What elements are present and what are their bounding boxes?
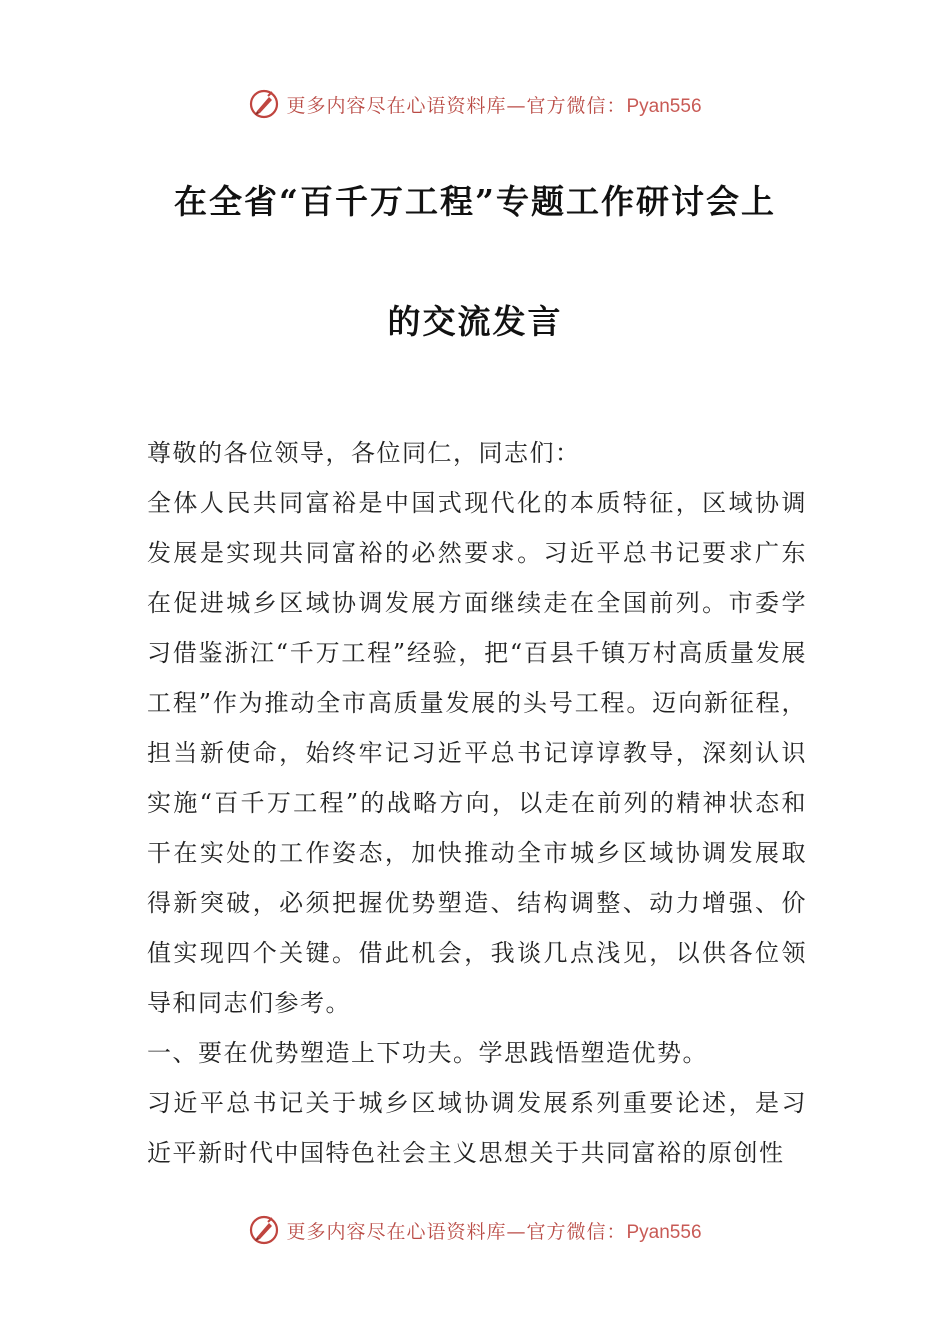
pen-logo-icon (248, 88, 280, 120)
document-body (147, 428, 807, 1178)
paragraph: 全体人民共同富裕是中国式现代化的本质特征，区域协调发展是实现共同富裕的必然要求。习近平总书记要求广东在促进城乡区域协调发展方面继续走在全国前列。市委学习借鉴浙江“千万工程”经验，把“百县千镇万村高质量发展工程”作为推动全市高质量发展的头号工程。迈向新征程，担当新使命，始终牢记习近平总书记谆谆教导，深刻认识实施“百千万工程”的战略方向，以走在前列的精神状态和干在实处的工作姿态，加快推动全市城乡区域协调发展取得新突破，必须把握优势塑造、结构调整、动力增强、价值实现四个关键。借此机会，我谈几点浅见，以供各位领导和同志们参考。 (147, 489, 807, 1017)
watermark-footer (0, 1210, 950, 1250)
watermark-header (0, 84, 950, 124)
watermark-text: 更多内容尽在心语资料库—官方微信：Pyan556 (286, 1220, 702, 1243)
watermark-text: 更多内容尽在心语资料库—官方微信：Pyan556 (286, 94, 702, 117)
salutation: 尊敬的各位领导，各位同仁，同志们： (147, 439, 581, 467)
pen-logo-icon (248, 1214, 280, 1246)
document-title-line-1: 在全省“百千万工程”专题工作研讨会上 (174, 182, 776, 221)
paragraph: 习近平总书记关于城乡区域协调发展系列重要论述，是习近平新时代中国特色社会主义思想关于共同富裕的原创性 (147, 1089, 807, 1167)
section-heading: 一、要在优势塑造上下功夫。学思践悟塑造优势。 (147, 1039, 708, 1067)
document-title-line-2: 的交流发言 (387, 302, 563, 341)
